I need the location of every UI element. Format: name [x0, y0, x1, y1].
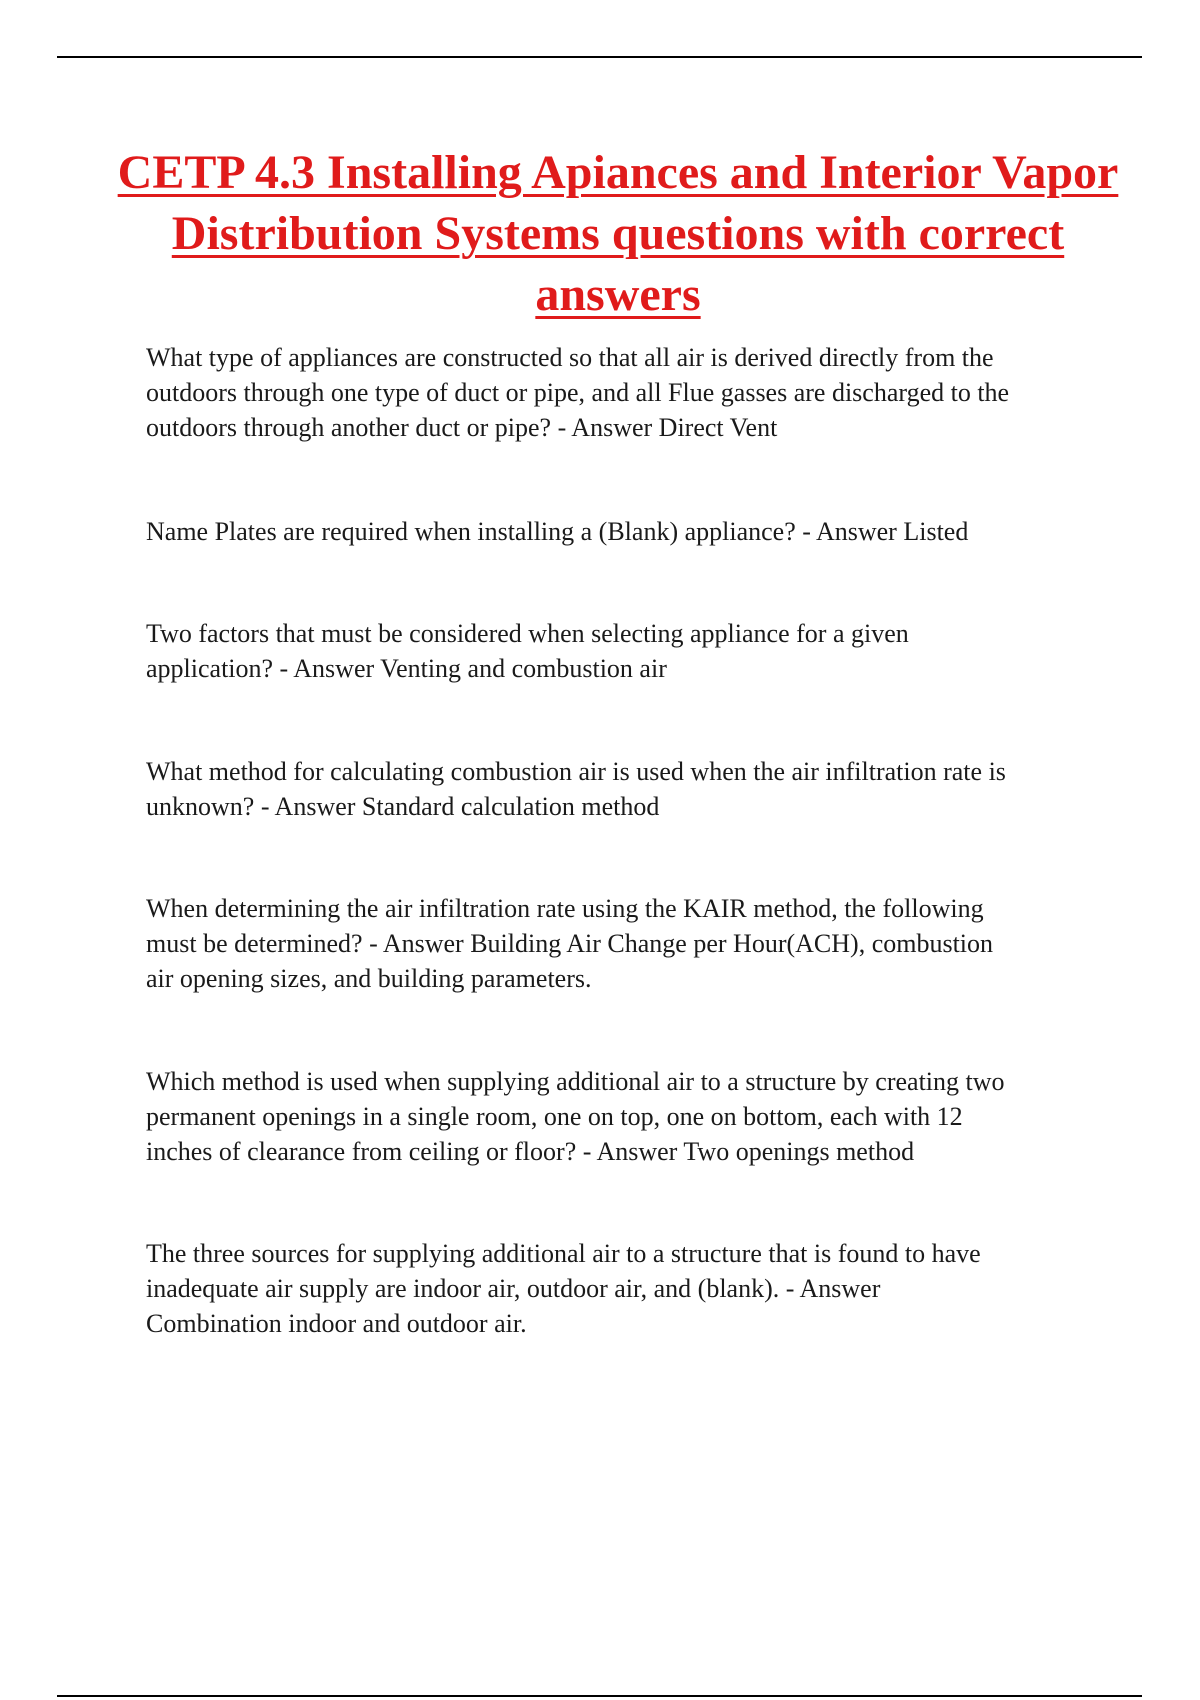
qa-item-5: When determining the air infiltration rate using the KAIR method, the following must be determined? - Answer Building Air Change per Hour(ACH), combustion air opening sizes, and building parameters.	[146, 894, 994, 993]
document-title: CETP 4.3 Installing Apiances and Interior Vapor Distribution Systems questions with correct answers	[117, 146, 1119, 321]
qa-item-1: What type of appliances are constructed so that all air is derived directly from the outdoors through one type of duct or pipe, and all Flue gasses are discharged to the outdoors through another duct or pipe? - Answer Direct Vent	[146, 343, 1010, 442]
qa-item-7: The three sources for supplying additional air to a structure that is found to have inadequate air supply are indoor air, outdoor air, and (blank). - Answer Combination indoor and outdoor air.	[146, 1239, 981, 1338]
qa-item-4: What method for calculating combustion air is used when the air infiltration rate is unknown? - Answer Standard calculation method	[146, 757, 1006, 821]
qa-item-3: Two factors that must be considered when selecting appliance for a given application? - Answer Venting and combustion air	[146, 619, 909, 683]
qa-item-6: Which method is used when supplying additional air to a structure by creating two permanent openings in a single room, one on top, one on bottom, each with 12 inches of clearance from ceiling or floor? - Answer Two openings method	[146, 1067, 1005, 1166]
bottom-divider	[57, 1695, 1142, 1697]
qa-item-2: Name Plates are required when installing a (Blank) appliance? - Answer Listed	[146, 517, 969, 546]
top-divider	[57, 56, 1142, 58]
